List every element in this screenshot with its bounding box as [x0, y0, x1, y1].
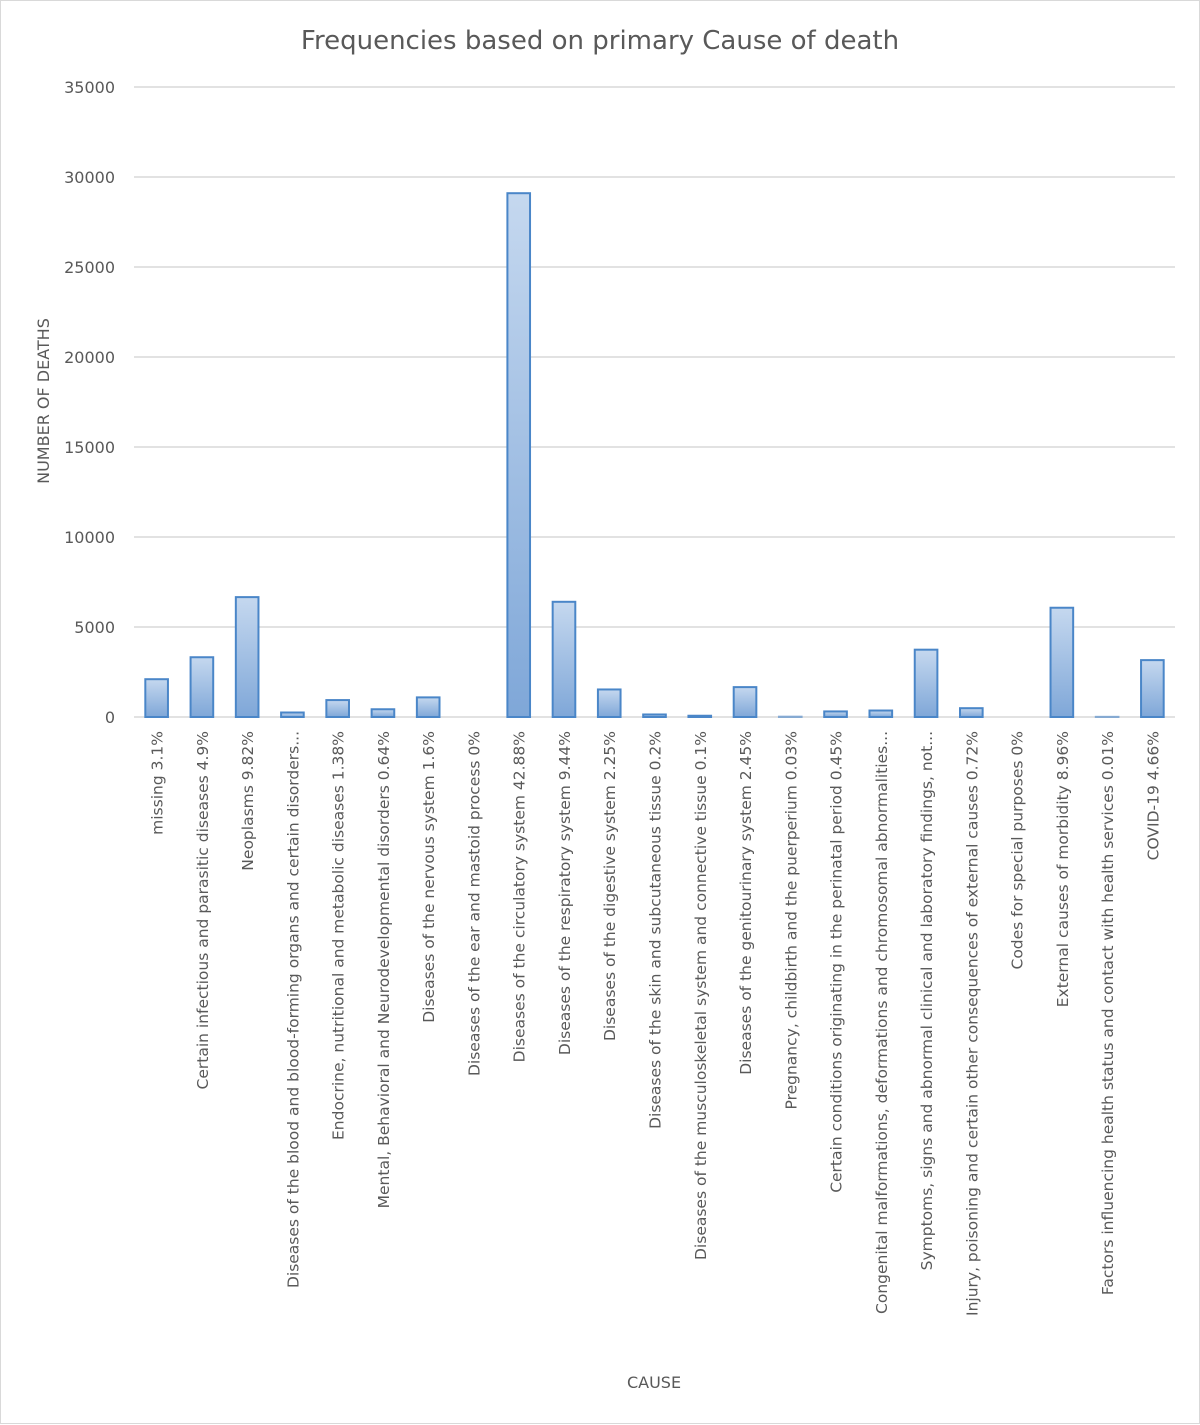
y-tick-label: 30000 — [64, 168, 115, 187]
bar — [145, 679, 168, 717]
bar — [688, 716, 711, 717]
x-tick-label: External causes of morbidity 8.96% — [1054, 731, 1072, 1007]
bar — [1051, 608, 1074, 717]
y-tick-label: 20000 — [64, 348, 115, 367]
x-tick-label: Diseases of the musculoskeletal system and connective tissue 0.1% — [692, 731, 710, 1260]
gridlines — [134, 87, 1175, 717]
y-axis-ticks — [64, 78, 115, 727]
bar-chart — [1, 1, 1200, 1425]
bars — [145, 193, 1163, 717]
x-tick-label: Neoplasms 9.82% — [239, 731, 257, 871]
x-tick-label: Factors influencing health status and contact with health services 0.01% — [1099, 731, 1117, 1295]
bar — [417, 697, 440, 717]
y-tick-label: 5000 — [74, 618, 115, 637]
y-tick-label: 15000 — [64, 438, 115, 457]
x-tick-label: Certain conditions originating in the perinatal period 0.45% — [828, 731, 846, 1193]
bar — [643, 714, 666, 717]
bar — [372, 709, 395, 717]
y-tick-label: 0 — [105, 708, 115, 727]
bar — [824, 711, 847, 717]
y-tick-label: 25000 — [64, 258, 115, 277]
chart-title: Frequencies based on primary Cause of death — [301, 26, 899, 56]
bar — [507, 193, 530, 717]
y-tick-label: 10000 — [64, 528, 115, 547]
x-tick-label: Diseases of the nervous system 1.6% — [420, 731, 438, 1023]
x-tick-label: Symptoms, signs and abnormal clinical and laboratory findings, not... — [918, 731, 936, 1270]
bar — [326, 700, 349, 717]
x-tick-label: Injury, poisoning and certain other consequences of external causes 0.72% — [963, 731, 981, 1316]
bar — [281, 713, 304, 718]
x-tick-label: COVID-19 4.66% — [1144, 731, 1162, 860]
x-tick-label: missing 3.1% — [149, 731, 167, 835]
x-axis-title: CAUSE — [627, 1373, 681, 1392]
x-tick-label: Endocrine, nutritional and metabolic diseases 1.38% — [330, 731, 348, 1140]
x-tick-label: Diseases of the skin and subcutaneous tissue 0.2% — [647, 731, 665, 1129]
x-tick-label: Congenital malformations, deformations and chromosomal abnormalities... — [873, 731, 891, 1314]
x-tick-label: Diseases of the digestive system 2.25% — [601, 731, 619, 1041]
bar — [1141, 660, 1164, 717]
x-tick-label: Mental, Behavioral and Neurodevelopmental disorders 0.64% — [375, 731, 393, 1208]
bar — [191, 657, 214, 717]
x-tick-label: Diseases of the circulatory system 42.88% — [511, 731, 529, 1062]
x-tick-label: Certain infectious and parasitic diseases 4.9% — [194, 731, 212, 1089]
bar — [236, 597, 259, 717]
bar — [915, 650, 938, 717]
x-tick-label: Diseases of the ear and mastoid process 0% — [465, 731, 483, 1076]
x-tick-label: Diseases of the respiratory system 9.44% — [556, 731, 574, 1055]
x-tick-label: Diseases of the blood and blood-forming organs and certain disorders... — [284, 731, 302, 1288]
x-tick-label: Codes for special purposes 0% — [1009, 731, 1027, 970]
bar — [734, 687, 757, 717]
x-tick-label: Diseases of the genitourinary system 2.45% — [737, 731, 755, 1075]
x-tick-label: Pregnancy, childbirth and the puerperium 0.03% — [782, 731, 800, 1110]
y-axis-title: NUMBER OF DEATHS — [34, 318, 53, 484]
x-axis-category-labels — [149, 731, 1163, 1316]
bar — [869, 711, 892, 717]
bar — [598, 689, 621, 717]
bar — [960, 708, 983, 717]
y-tick-label: 35000 — [64, 78, 115, 97]
bar — [553, 602, 576, 717]
